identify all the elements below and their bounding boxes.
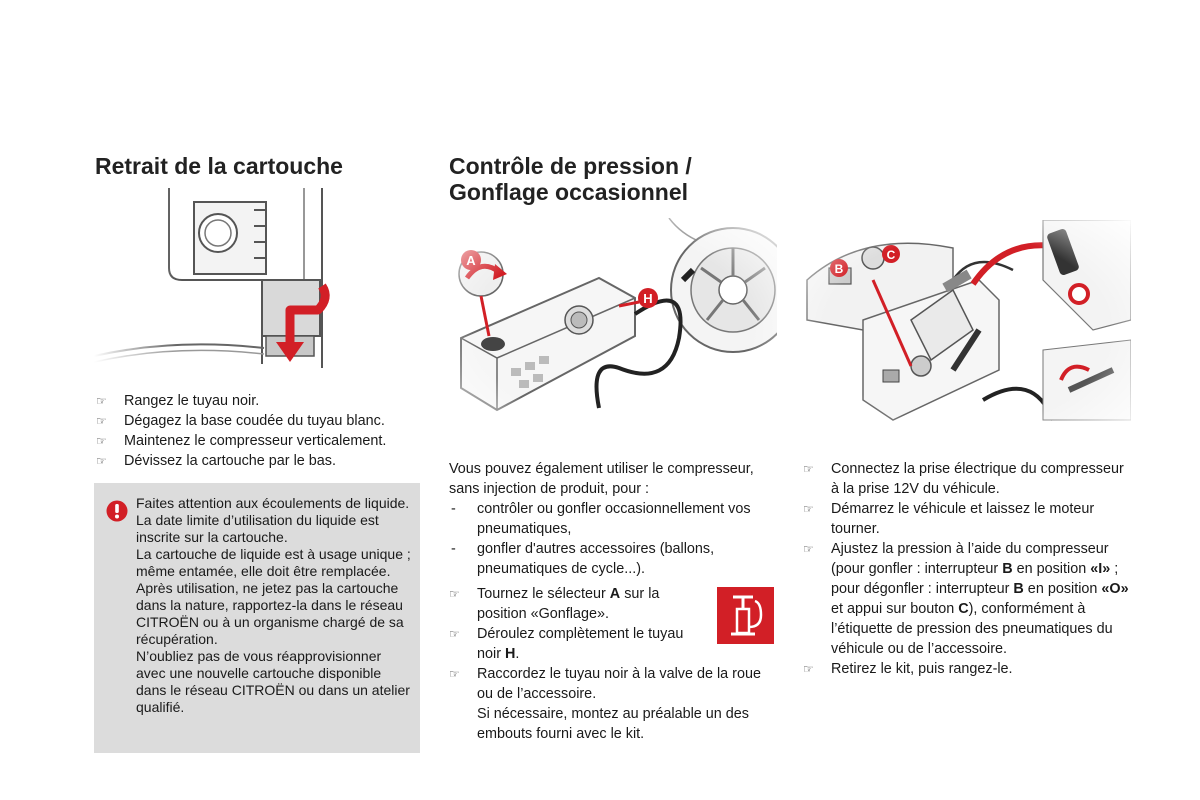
list-item: ☞ Tournez le sélecteur A sur la position «Gonflage». — [449, 586, 660, 622]
list-item: ☞ Retirez le kit, puis rangez-le. — [803, 661, 1013, 677]
pointing-hand-icon: ☞ — [449, 587, 460, 601]
warning-exclamation-icon — [106, 500, 128, 522]
pointing-hand-icon: ☞ — [803, 662, 814, 676]
list-item: ☞ Connectez la prise électrique du compresseur à la prise 12V du véhicule. — [803, 461, 1124, 497]
warning-text: Faites attention aux écoulements de liquide. La date limite d’utilisation du liquide est inscrite sur la cartouche. La cartouche de liquide est à usage unique ; même entamée, elle doit être remplacée. Après utilisation, ne jetez pas la cartouche dans la nature, rapportez-la dans le réseau CITROËN ou à un organisme chargé de sa récupération. N’oubliez pas de vous réapprovisionner avec une nouvelle cartouche disponible dans le réseau CITROËN ou dans un atelier qualifié. — [136, 495, 411, 715]
pointing-hand-icon: ☞ — [96, 414, 107, 428]
connection-steps — [803, 459, 1133, 679]
list-item: ☞ Dégagez la base coudée du tuyau blanc. — [96, 413, 385, 429]
section-title-cartridge-removal: Retrait de la cartouche — [95, 153, 343, 179]
pointing-hand-icon: ☞ — [96, 394, 107, 408]
cartridge-removal-steps — [96, 391, 416, 471]
pointing-hand-icon: ☞ — [96, 454, 107, 468]
list-item: ☞ Dévissez la cartouche par le bas. — [96, 453, 336, 469]
pointing-hand-icon: ☞ — [96, 434, 107, 448]
warning-box — [94, 483, 420, 753]
list-item: ☞ Raccordez le tuyau noir à la valve de la roue ou de l’accessoire. Si nécessaire, montez au préalable un des embouts fourni avec le kit. — [449, 666, 761, 742]
pointing-hand-icon: ☞ — [449, 627, 460, 641]
list-item: - gonfler d'autres accessoires (ballons, pneumatiques de cycle...). — [451, 541, 715, 577]
list-item: ☞ Rangez le tuyau noir. — [96, 393, 260, 409]
list-item: - contrôler ou gonfler occasionnellement vos pneumatiques, — [451, 501, 751, 537]
list-item: ☞ Démarrez le véhicule et laissez le moteur tourner. — [803, 501, 1095, 537]
uses-list — [449, 499, 784, 579]
list-item: ☞ Déroulez complètement le tuyau noir H. — [449, 626, 684, 662]
inflation-steps-continued — [449, 664, 779, 744]
pointing-hand-icon: ☞ — [449, 667, 460, 681]
cartridge-removal-illustration — [94, 188, 420, 370]
list-item: ☞ Ajustez la pression à l’aide du compresseur (pour gonfler : interrupteur B en position «I» ; pour dégonfler : interrupteur B en position «O» et appui sur bouton C), conformément à l’étiquette de pression des pneumatiques du véhicule ou de l’accessoire. — [803, 541, 1129, 657]
list-item: ☞ Maintenez le compresseur verticalement. — [96, 433, 387, 449]
inflation-pump-icon — [717, 587, 774, 644]
section-title-pressure-check: Contrôle de pression / Gonflage occasionnel — [449, 153, 692, 205]
compressor-inflation-illustration — [449, 218, 777, 438]
pointing-hand-icon: ☞ — [803, 502, 814, 516]
pointing-hand-icon: ☞ — [803, 542, 814, 556]
compressor-connection-illustration — [803, 220, 1131, 440]
inflation-steps — [449, 584, 699, 664]
intro-text: Vous pouvez également utiliser le compresseur, sans injection de produit, pour : — [449, 461, 754, 497]
pointing-hand-icon: ☞ — [803, 462, 814, 476]
